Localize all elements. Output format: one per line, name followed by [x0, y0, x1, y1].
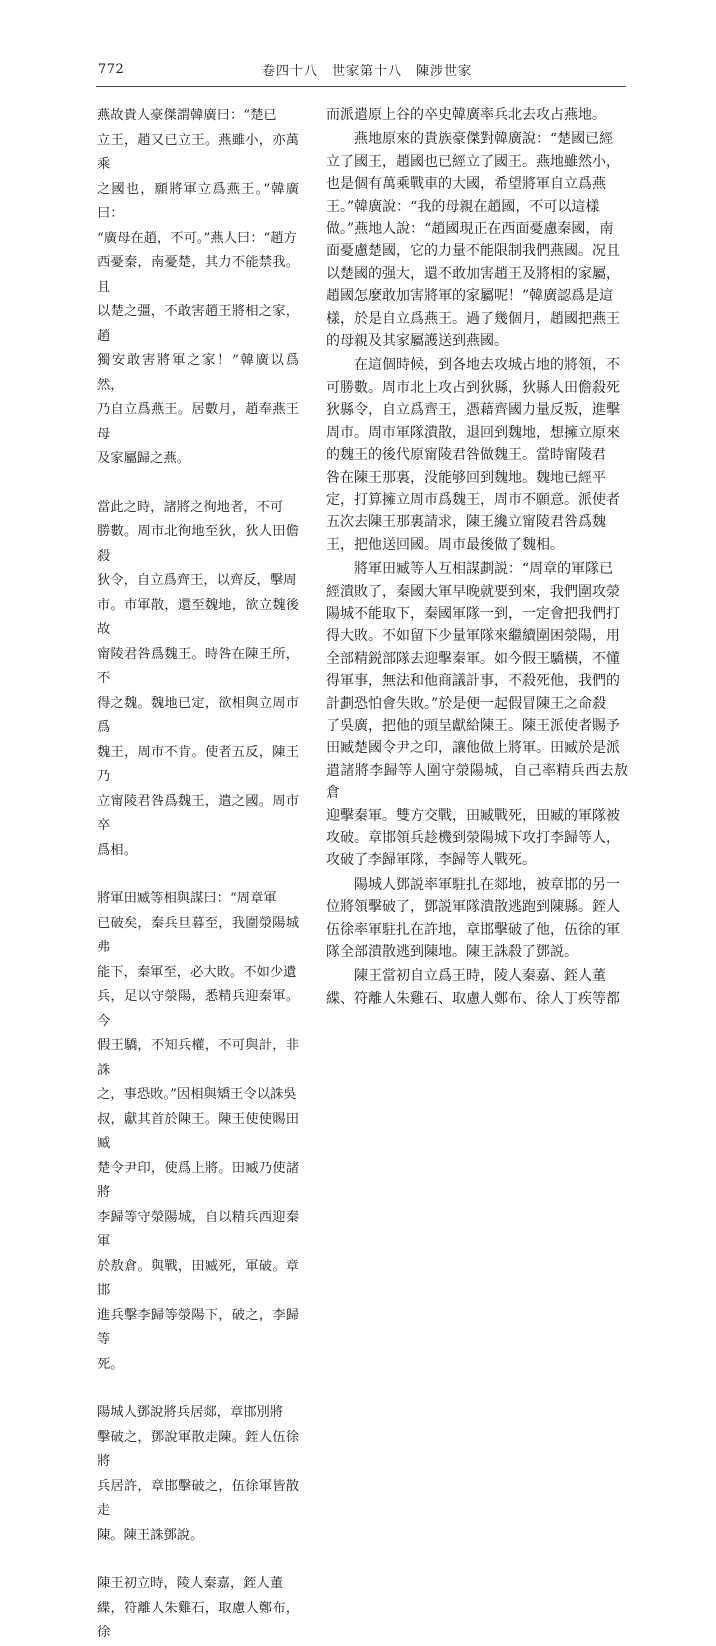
translation-paragraph: 陽城人鄧説率軍駐扎在郯地，被章邯的另一 位將領擊破了，鄧説軍隊潰散逃跑到陳縣。銍人 伍徐率軍駐扎在許地，章邯擊破了他，伍徐的軍 隊全部潰散逃到陳地。陳王誅殺了鄧説。: [326, 876, 620, 961]
page-number: 772: [98, 62, 125, 77]
translation-paragraph: 而派遣原上谷的卒史韓廣率兵北去攻占燕地。: [326, 107, 606, 123]
header-rule: [96, 86, 626, 87]
classical-paragraph: 燕故貴人豪傑謂韓廣曰：“楚已 立王，趙又已立王。燕雖小，亦萬乘 之國也，願將軍立爲燕王。”韓廣曰： “廣母在趙，不可。”燕人曰：“趙方 西憂秦，南憂楚，其力不能禁我。且 以楚之彊，不敢害趙王將相之家，趙 獨安敢害將軍之家！”韓廣以爲然， 乃自立爲燕王。居數月，趙奉燕王母 及家屬歸之燕。: [97, 108, 299, 466]
translation-paragraph: 將軍田臧等人互相謀劃説：“周章的軍隊已 經潰敗了，秦國大軍早晚就要到來，我們圍攻滎 陽城不能取下，秦國軍隊一到，一定會把我們打 得大敗。不如留下少量軍隊來繼續圍困滎陽，用 全部精鋭部隊去迎擊秦軍。如今假王驕橫，不懂 得軍事，無法和他商議計事，不殺死他，我們的 計劃恐怕會失敗。”於是便一起假冒陳王之命殺 了吳廣，把他的頭呈獻給陳王。陳王派使者賜予 田臧楚國令尹之印，讓他做上將軍。田臧於是派 遣諸將李歸等人圍守滎陽城，自己率精兵西去敖倉 迎擊秦軍。雙方交戰，田臧戰死，田臧的軍隊被 攻破。章邯領兵趁機到滎陽城下攻打李歸等人， 攻破了李歸軍隊，李歸等人戰死。: [326, 561, 628, 869]
translation-column: [326, 104, 628, 1012]
classical-paragraph: 將軍田臧等相與謀曰：“周章軍 已破矣，秦兵旦暮至，我圍滎陽城弗 能下，秦軍至，必大敗。不如少遺 兵，足以守滎陽，悉精兵迎秦軍。今 假王驕，不知兵權，不可與計，非誅 之，事恐敗。”因相與矯王令以誅吳 叔，獻其首於陳王。陳王使使賜田臧 楚令尹印，使爲上將。田臧乃使諸將 李歸等守滎陽城，自以精兵西迎秦軍 於敖倉。與戰，田臧死，軍破。章邯 進兵擊李歸等滎陽下，破之，李歸等 死。: [97, 891, 299, 1372]
translation-paragraph: 燕地原來的貴族豪傑對韓廣說：“楚國已經 立了國王，趙國也已經立了國王。燕地雖然小， 也是個有萬乘戰車的大國，希望將軍自立爲燕 王。”韓廣說：“我的母親在趙國，不可以這樣 做。”燕地人說：“趙國現正在西面憂慮秦國，南 面憂慮楚國，它的力量不能限制我們燕國。况且 以楚國的强大，還不敢加害趙王及將相的家屬， 趙國怎麼敢加害將軍的家屬呢！”韓廣認爲是這 樣，於是自立爲燕王。過了幾個月，趙國把燕王 的母親及其家屬護送到燕國。: [326, 131, 620, 350]
translation-paragraph: 在這個時候，到各地去攻城占地的將領，不 可勝數。周市北上攻占到狄縣，狄縣人田儋殺死 狄縣令，自立爲齊王，憑藉齊國力量反叛，進擊 周市。周市軍隊潰散，退回到魏地，想擁立原來 的魏王的後代原甯陵君咎做魏王。當時甯陵君 咎在陳王那裏，没能够回到魏地。魏地已經平 定，打算擁立周市爲魏王，周市不願意。派使者 五次去陳王那裏請求，陳王纔立甯陵君咎爲魏 王，把他送回國。周市最後做了魏相。: [326, 357, 620, 553]
classical-paragraph: 陽城人鄧說將兵居郯，章邯別將 擊破之，鄧說軍散走陳。銍人伍徐將 兵居許，章邯擊破之，伍徐軍皆散走 陳。陳王誅鄧說。: [97, 1405, 299, 1543]
classical-text-column: [97, 104, 299, 1646]
classical-paragraph: 當此之時，諸將之徇地者，不可 勝數。周市北徇地至狄，狄人田儋殺 狄令，自立爲齊王，以齊反，擊周 市。市軍散，還至魏地，欲立魏後故 甯陵君咎爲魏王。時咎在陳王所，不 得之魏。魏地已定，欲相與立周市爲 魏王，周市不肯。使者五反，陳王乃 立甯陵君咎爲魏王，遣之國。周市卒 爲相。: [97, 499, 299, 858]
running-head: 卷四十八 世家第十八 陳涉世家: [262, 64, 473, 79]
page-header: [0, 0, 716, 86]
classical-paragraph: 陳王初立時，陵人秦嘉，銍人董 緤，符離人朱雞石，取慮人鄭布，徐: [97, 1576, 299, 1640]
translation-paragraph: 陳王當初自立爲王時，陵人秦嘉、銍人董 緤、符離人朱雞石、取慮人鄭布、徐人丁疾等都: [326, 968, 620, 1007]
